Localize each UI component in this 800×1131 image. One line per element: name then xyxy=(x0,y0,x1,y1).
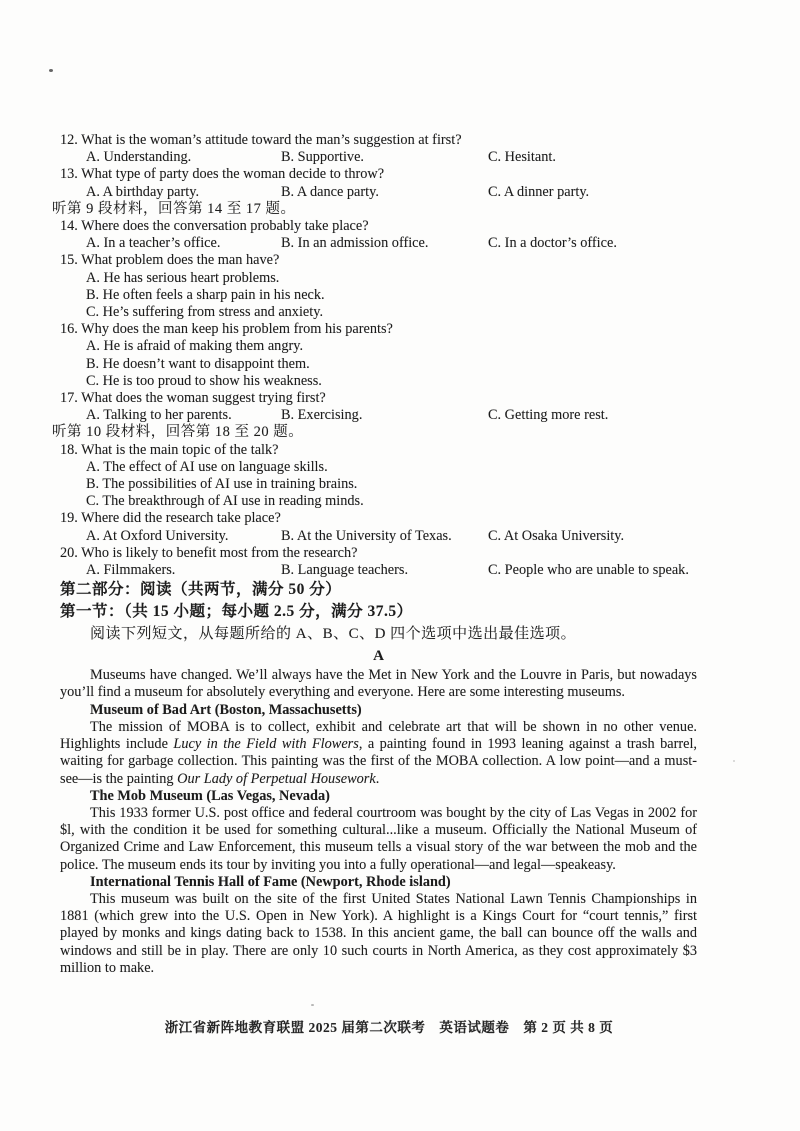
option-row xyxy=(60,407,697,424)
option-line: C. He’s suffering from stress and anxiety. xyxy=(86,304,324,321)
option-c: C. At Osaka University. xyxy=(488,527,625,544)
exam-body xyxy=(52,132,697,977)
option-c: C. In a doctor’s office. xyxy=(488,235,617,252)
option-line: A. The effect of AI use on language skills. xyxy=(86,458,328,475)
question-line: 20. Who is likely to benefit most from the research? xyxy=(60,544,358,561)
option-a: A. At Oxford University. xyxy=(86,527,229,544)
paragraph-text: The mission of MOBA is to collect, exhibit and celebrate art that will be shown in no other venue. Highlights include xyxy=(60,718,697,753)
question-line: 12. What is the woman’s attitude toward the man’s suggestion at first? xyxy=(60,132,462,148)
cn-direction-line: 阅读下列短文，从每题所给的 A、B、C、D 四个选项中选出最佳选项。 xyxy=(90,626,577,643)
paragraph-text: This 1933 former U.S. post office and federal courtroom was bought by the city of Las Vegas in 2002 for $l, with the condition it be used for something cultural...like a museum. Officially the National Museum of Organized Crime and Law Enforcement, this museum tells a visual story of the war between the mob and the police. The museum ends its tour by inviting you into a fully operational—and legal—speakeasy. xyxy=(60,804,697,873)
passage-paragraph xyxy=(60,719,697,788)
option-b: B. Language teachers. xyxy=(281,562,409,579)
paragraph-text: This museum was built on the site of the first United States National Lawn Tennis Championships in 1881 (which grew into the U.S. Open in New York). A highlight is a Kings Court for “court tennis,” first played by monks and kings dating back to 1538. In this ancient game, the ball can bounce off the walls and windows and still be in play. There are only 10 such courts in North America, as they cost approximately $3 million to make. xyxy=(60,890,697,976)
option-b: B. At the University of Texas. xyxy=(281,527,452,544)
cn-section-heading: 第二部分：阅读（共两节，满分 50 分） xyxy=(60,581,342,599)
passage-paragraph xyxy=(60,891,697,977)
cn-listening-instruction: 听第 9 段材料，回答第 14 至 17 题。 xyxy=(52,200,296,217)
option-b: B. In an admission office. xyxy=(281,235,429,252)
option-a: A. Understanding. xyxy=(86,149,192,166)
passage-label: A xyxy=(373,648,384,665)
option-a: A. A birthday party. xyxy=(86,183,200,200)
option-line: A. He is afraid of making them angry. xyxy=(86,338,304,355)
option-b: B. Exercising. xyxy=(281,407,363,424)
question-line: 15. What problem does the man have? xyxy=(60,252,280,269)
option-c: C. People who are unable to speak. xyxy=(488,562,689,579)
page-footer: 浙江省新阵地教育联盟 2025 届第二次联考 英语试题卷 第 2 页 共 8 页 xyxy=(164,1020,614,1035)
option-c: C. Hesitant. xyxy=(488,149,556,166)
italic-artwork-title: Our Lady of Perpetual Housework xyxy=(177,770,376,787)
museum-heading: The Mob Museum (Las Vegas, Nevada) xyxy=(90,787,330,804)
option-line: B. He doesn’t want to disappoint them. xyxy=(86,355,310,372)
museum-heading: Museum of Bad Art (Boston, Massachusetts) xyxy=(90,701,362,718)
option-b: B. Supportive. xyxy=(281,149,365,166)
option-line: B. He often feels a sharp pain in his neck. xyxy=(86,286,325,303)
passage-paragraph xyxy=(60,667,697,701)
question-line: 17. What does the woman suggest trying first? xyxy=(60,390,326,407)
option-line: A. He has serious heart problems. xyxy=(86,269,280,286)
passage-paragraph xyxy=(60,805,697,874)
option-line: B. The possibilities of AI use in training brains. xyxy=(86,476,358,493)
question-line: 13. What type of party does the woman decide to throw? xyxy=(60,166,385,183)
option-line: C. He is too proud to show his weakness. xyxy=(86,372,322,389)
italic-artwork-title: Lucy in the Field with Flowers xyxy=(173,736,359,753)
option-a: A. In a teacher’s office. xyxy=(86,235,221,252)
option-c: C. Getting more rest. xyxy=(488,407,609,424)
question-line: 16. Why does the man keep his problem from his parents? xyxy=(60,321,393,338)
cn-listening-instruction: 听第 10 段材料，回答第 18 至 20 题。 xyxy=(52,424,304,441)
option-a: A. Talking to her parents. xyxy=(86,407,232,424)
option-b: B. A dance party. xyxy=(281,183,379,200)
option-row xyxy=(60,562,697,579)
option-row xyxy=(60,184,697,201)
option-c: C. A dinner party. xyxy=(488,183,590,200)
museum-heading: International Tennis Hall of Fame (Newport, Rhode island) xyxy=(90,873,451,890)
option-a: A. Filmmakers. xyxy=(86,562,176,579)
question-line: 18. What is the main topic of the talk? xyxy=(60,441,279,458)
scan-speck xyxy=(49,69,53,72)
question-line: 14. Where does the conversation probably take place? xyxy=(60,218,369,235)
scan-speck xyxy=(311,1004,314,1006)
paragraph-text: Museums have changed. We’ll always have the Met in New York and the Louvre in Paris, but nowadays you’ll find a museum for absolutely everything and everyone. Here are some interesting museums. xyxy=(60,667,697,701)
scan-speck xyxy=(733,760,735,762)
paragraph-text: , a painting found in 1993 leaning against a trash barrel, waiting for garbage collection. This painting was the first of the MOBA collection. A low point—and a must-see—is the painting xyxy=(60,736,697,787)
option-row xyxy=(60,149,697,166)
option-row xyxy=(60,528,697,545)
paragraph-text: . xyxy=(375,770,380,787)
option-line: C. The breakthrough of AI use in reading minds. xyxy=(86,493,364,510)
question-line: 19. Where did the research take place? xyxy=(60,510,281,527)
option-row xyxy=(60,235,697,252)
cn-section-heading: 第一节：（共 15 小题；每小题 2.5 分，满分 37.5） xyxy=(60,603,413,621)
